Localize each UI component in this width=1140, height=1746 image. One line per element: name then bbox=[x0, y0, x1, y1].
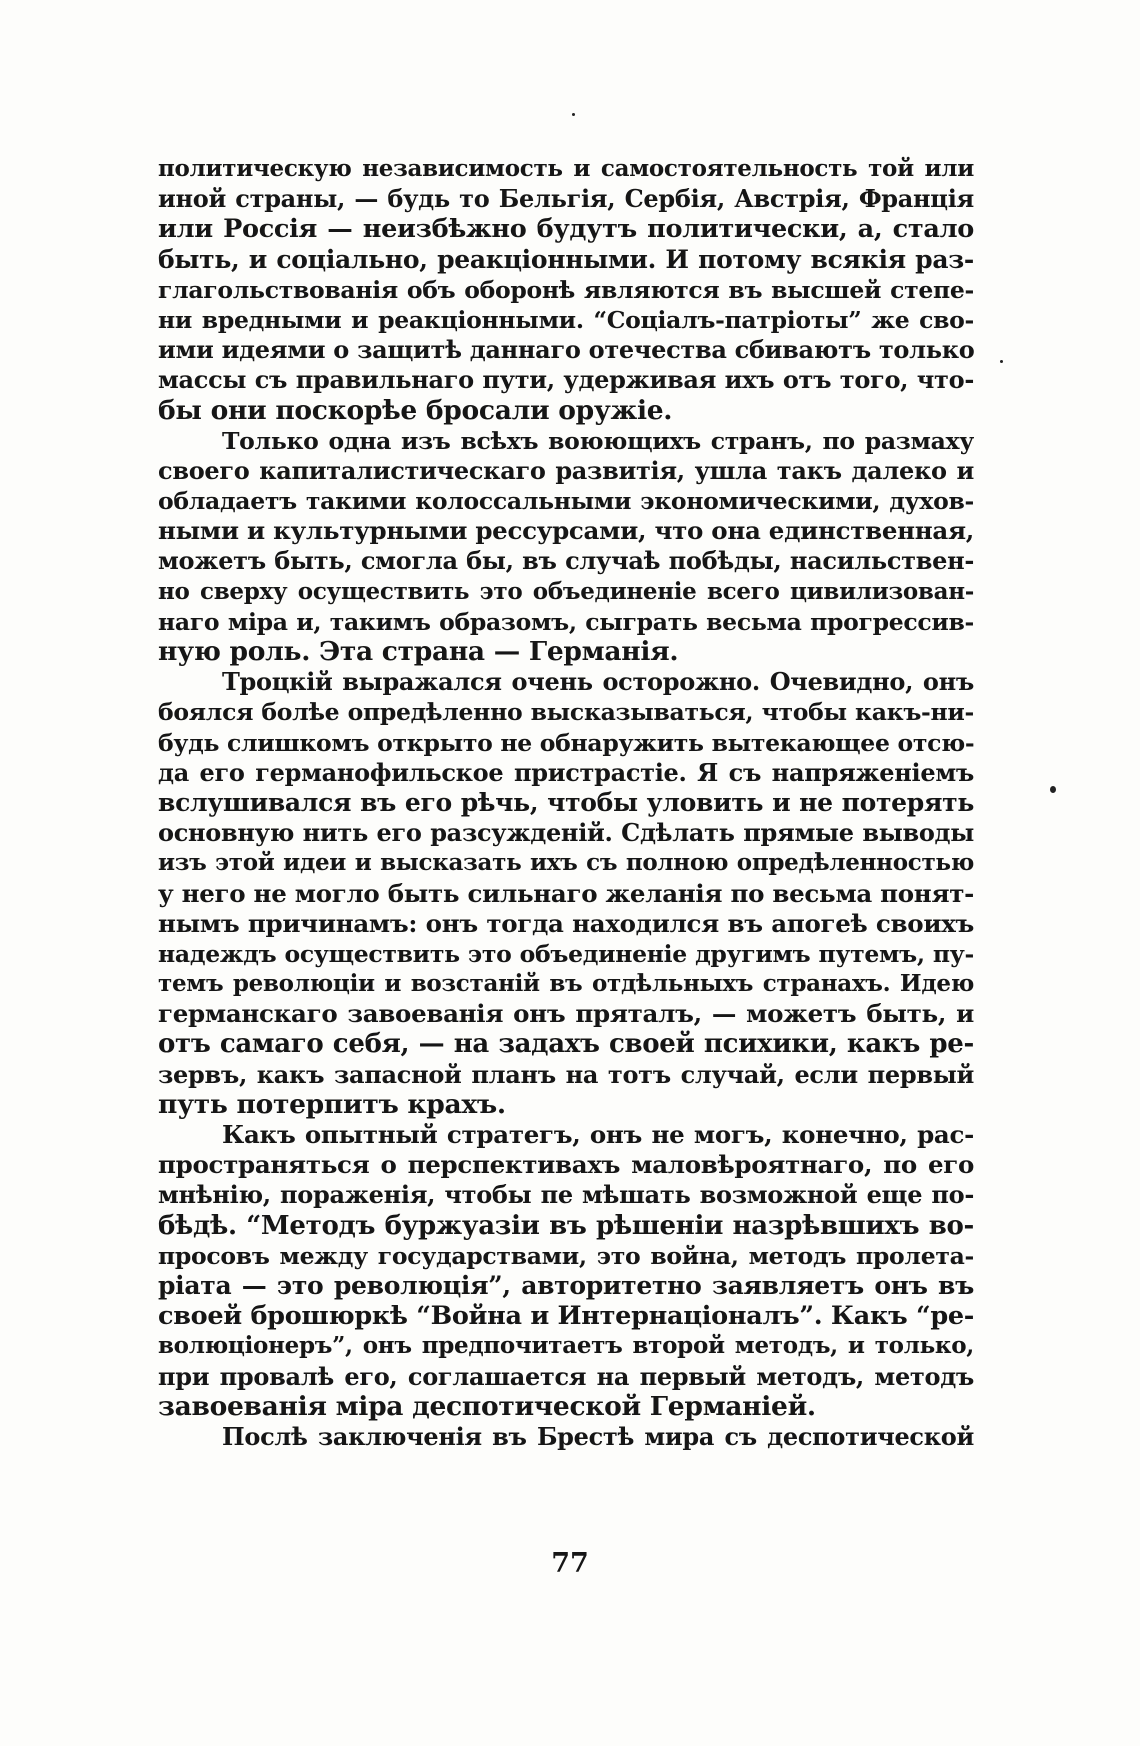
text-line: зервъ, какъ запасной планъ на тотъ случай, если первый bbox=[158, 1059, 974, 1089]
text-line: быть, и соціально, реакціонными. И потому всякія раз- bbox=[158, 244, 974, 274]
text-line: Троцкій выражался очень осторожно. Очевидно, онъ bbox=[222, 667, 974, 697]
text-line: бы они поскорѣе бросали оружіе. bbox=[158, 395, 673, 426]
text-line: Послѣ заключенія въ Брестѣ мира съ деспотической bbox=[222, 1421, 974, 1451]
text-line: иной страны, — будь то Бельгія, Сербія, Австрія, Франція bbox=[158, 184, 974, 214]
text-line: отъ самаго себя, — на задахъ своей психики, какъ ре- bbox=[158, 1029, 974, 1060]
text-line: своего капиталистическаго развитія, ушла такъ далеко и bbox=[158, 455, 974, 485]
text-line: бѣдѣ. “Методъ буржуазіи въ рѣшеніи назрѣвшихъ во- bbox=[158, 1210, 974, 1241]
text-line: надеждъ осуществить это объединеніе другимъ путемъ, пу- bbox=[158, 939, 974, 968]
text-line: завоеванія міра деспотической Германіей. bbox=[158, 1391, 816, 1422]
text-line: просовъ между государствами, это война, методъ пролета- bbox=[158, 1241, 974, 1270]
text-line: своей брошюркѣ “Война и Интернаціоналъ”. Какъ “ре- bbox=[158, 1301, 974, 1332]
text-line: можетъ быть, смогла бы, въ случаѣ побѣды, насильствен- bbox=[158, 546, 974, 576]
text-line: обладаетъ такими колоссальными экономическими, духов- bbox=[158, 487, 974, 516]
body-text bbox=[158, 154, 974, 1452]
text-line: Только одна изъ всѣхъ воюющихъ странъ, по размаху bbox=[222, 426, 974, 455]
text-line: волюціонеръ”, онъ предпочитаетъ второй методъ, и только, bbox=[158, 1332, 974, 1360]
text-line: мнѣнію, пораженія, чтобы пе мѣшать возможной еще по- bbox=[158, 1180, 974, 1210]
text-line: ными и культурными рессурсами, что она единственная, bbox=[158, 516, 974, 546]
text-line: да его германофильское пристрастіе. Я съ напряженіемъ bbox=[158, 757, 974, 787]
text-line: Какъ опытный стратегъ, онъ не могъ, конечно, рас- bbox=[222, 1120, 974, 1149]
text-line: боялся болѣе опредѣленно высказываться, чтобы какъ-ни- bbox=[158, 698, 974, 727]
print-speck bbox=[572, 113, 575, 116]
text-line: пространяться о перспективахъ маловѣроятнаго, по его bbox=[158, 1150, 974, 1180]
text-line: путь потерпитъ крахъ. bbox=[158, 1089, 506, 1120]
text-line: глагольствованія объ оборонѣ являются въ высшей степе- bbox=[158, 275, 974, 304]
text-line: у него не могло быть сильнаго желанія по весьма понят- bbox=[158, 878, 974, 908]
text-line: вслушивался въ его рѣчь, чтобы уловить и не потерять bbox=[158, 787, 974, 817]
text-line: наго міра и, такимъ образомъ, сыграть весьма прогрессив- bbox=[158, 607, 974, 636]
text-line: будь слишкомъ открыто не обнаружить вытекающее отсю- bbox=[158, 728, 974, 757]
text-line: ни вредными и реакціонными. “Соціалъ-патріоты” же сво- bbox=[158, 305, 974, 334]
text-line: политическую независимость и самостоятельность той или bbox=[158, 155, 974, 182]
text-line: германскаго завоеванія онъ пряталъ, — можетъ быть, и bbox=[158, 999, 974, 1029]
text-line: при провалѣ его, соглашается на первый методъ, методъ bbox=[158, 1361, 974, 1391]
print-speck bbox=[1050, 786, 1056, 793]
text-line: изъ этой идеи и высказать ихъ съ полною опредѣленностью bbox=[158, 849, 974, 877]
text-line: ріата — это революція”, авторитетно заявляетъ онъ въ bbox=[158, 1270, 974, 1300]
text-line: массы съ правильнаго пути, удерживая ихъ отъ того, что- bbox=[158, 365, 974, 395]
page-number: 77 bbox=[551, 1548, 589, 1579]
text-line: ную роль. Эта страна — Германія. bbox=[158, 637, 679, 667]
text-line: нымъ причинамъ: онъ тогда находился въ апогеѣ своихъ bbox=[158, 908, 974, 938]
text-line: темъ революціи и возстаній въ отдѣльныхъ странахъ. Идею bbox=[158, 970, 974, 998]
print-speck bbox=[1000, 360, 1003, 363]
text-line: ими идеями о защитѣ даннаго отечества сбиваютъ только bbox=[158, 335, 974, 365]
text-line: основную нить его разсужденій. Сдѣлать прямые выводы bbox=[158, 818, 974, 848]
text-line: или Россія — неизбѣжно будутъ политически, а, стало bbox=[158, 214, 974, 245]
text-line: но сверху осуществить это объединеніе всего цивилизован- bbox=[158, 577, 974, 605]
